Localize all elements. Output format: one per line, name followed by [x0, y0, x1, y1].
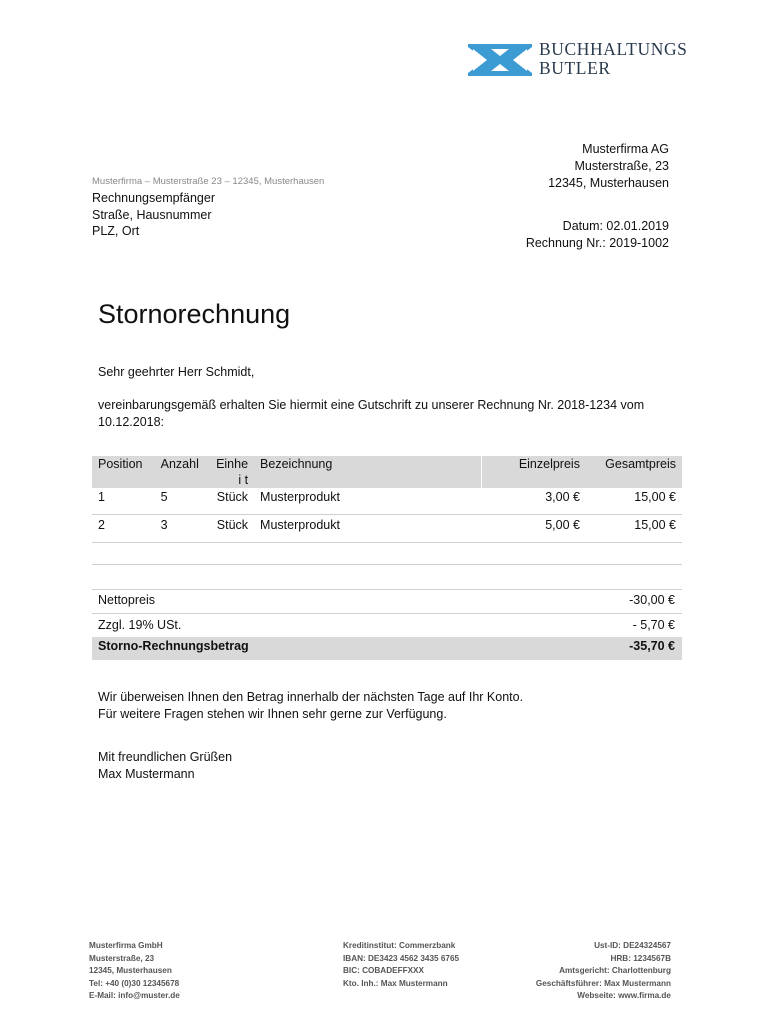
- table-header-row: [92, 456, 682, 488]
- cell-einzelpreis: 3,00 €: [481, 488, 586, 515]
- closing-text: [98, 689, 678, 722]
- header-bezeichnung: Bezeichnung: [254, 456, 481, 488]
- sender-company: Musterfirma AG: [582, 142, 669, 156]
- cell-position: 1: [92, 488, 155, 515]
- summary-divider: [92, 613, 682, 614]
- footer-line: Tel: +40 (0)30 12345678: [89, 978, 180, 988]
- footer-line: BIC: COBADEFFXXX: [343, 966, 424, 976]
- logo-wordmark: [539, 40, 688, 78]
- footer-line: Kto. Inh.: Max Mustermann: [343, 978, 448, 988]
- header-gesamtpreis: Gesamtpreis: [586, 456, 682, 488]
- footer-line: 12345, Musterhausen: [89, 966, 172, 976]
- invoice-meta: [526, 218, 669, 252]
- footer-line: E-Mail: info@muster.de: [89, 991, 180, 1001]
- cell-bezeichnung: Musterprodukt: [254, 515, 481, 543]
- net-price-value: -30,00 €: [629, 593, 675, 607]
- header-anzahl: Anzahl: [155, 456, 209, 488]
- vat-value: - 5,70 €: [632, 618, 675, 632]
- cell-gesamtpreis: 15,00 €: [586, 515, 682, 543]
- invoice-number: Rechnung Nr.: 2019-1002: [525, 236, 669, 250]
- logo-line-1: BUCHHALTUNGS: [539, 39, 688, 59]
- sender-address: [548, 141, 669, 192]
- cell-position: 2: [92, 515, 155, 543]
- footer-company: [89, 940, 180, 1003]
- footer-line: IBAN: DE3423 4562 3435 6765: [343, 953, 460, 963]
- intro-text: vereinbarungsgemäß erhalten Sie hiermit eine Gutschrift zu unserer Rechnung Nr. 2018-1234 vom 10.12.2018:: [98, 398, 645, 429]
- cell-bezeichnung: Musterprodukt: [254, 488, 481, 515]
- net-price-row: [92, 590, 682, 611]
- cell-einzelpreis: 5,00 €: [481, 515, 586, 543]
- items-table: [92, 456, 682, 543]
- footer-line: Musterstraße, 23: [89, 953, 155, 963]
- closing-signature: [98, 749, 678, 782]
- closing-line-2: Für weitere Fragen stehen wir Ihnen sehr gerne zur Verfügung.: [98, 706, 447, 721]
- document-title: Stornorechnung: [98, 299, 291, 329]
- recipient-street: Straße, Hausnummer: [92, 207, 212, 222]
- recipient-address: [92, 190, 215, 240]
- footer-legal: [536, 940, 671, 1003]
- greeting: Mit freundlichen Grüßen: [98, 750, 233, 764]
- header-position: Position: [92, 456, 155, 488]
- footer-bank: [343, 940, 459, 990]
- table-row: [92, 515, 682, 543]
- footer-line: Amtsgericht: Charlottenburg: [559, 966, 671, 976]
- table-divider: [92, 564, 682, 565]
- cell-anzahl: 3: [155, 515, 209, 543]
- closing-line-1: Wir überweisen Ihnen den Betrag innerhalb der nächsten Tage auf Ihr Konto.: [98, 690, 524, 704]
- sender-city: 12345, Musterhausen: [548, 176, 669, 190]
- recipient-city: PLZ, Ort: [92, 224, 140, 238]
- company-logo: [467, 39, 688, 80]
- cell-gesamtpreis: 15,00 €: [586, 488, 682, 515]
- cell-einheit: Stück: [209, 488, 254, 515]
- salutation: Sehr geehrter Herr Schmidt,: [98, 365, 255, 379]
- vat-label: Zzgl. 19% USt.: [98, 618, 182, 632]
- total-value: -35,70 €: [629, 639, 675, 653]
- footer-line: Geschäftsführer: Max Mustermann: [535, 978, 671, 988]
- cell-anzahl: 5: [155, 488, 209, 515]
- logo-line-2: BUTLER: [539, 58, 611, 78]
- footer-line: Musterfirma GmbH: [89, 941, 163, 950]
- footer-line: Kreditinstitut: Commerzbank: [343, 941, 456, 950]
- header-einzelpreis: Einzelpreis: [481, 456, 586, 488]
- total-label: Storno-Rechnungsbetrag: [98, 639, 249, 653]
- bowtie-logo-icon: [467, 42, 533, 78]
- footer-line: Webseite: www.firma.de: [577, 991, 671, 1001]
- header-einheit: Einhei t: [209, 456, 254, 488]
- cell-einheit: Stück: [209, 515, 254, 543]
- table-row: [92, 488, 682, 515]
- sender-street: Musterstraße, 23: [574, 159, 669, 173]
- vat-row: [92, 615, 682, 636]
- footer-line: HRB: 1234567B: [610, 953, 671, 963]
- invoice-date: Datum: 02.01.2019: [562, 219, 669, 233]
- sender-return-line: Musterfirma – Musterstraße 23 – 12345, Musterhausen: [92, 176, 325, 187]
- signature-name: Max Mustermann: [98, 766, 195, 781]
- recipient-name: Rechnungsempfänger: [92, 191, 215, 205]
- total-row: [92, 637, 682, 660]
- footer-line: Ust-ID: DE24324567: [594, 941, 671, 950]
- net-price-label: Nettopreis: [98, 593, 155, 607]
